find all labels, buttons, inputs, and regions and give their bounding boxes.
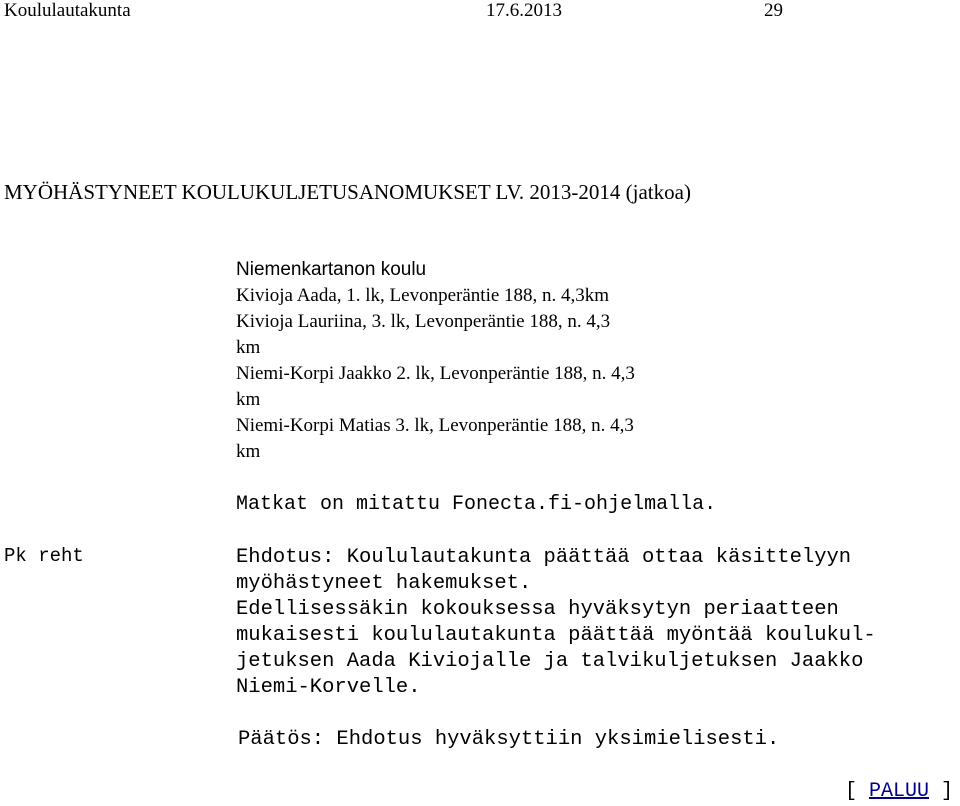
proposal-line: Ehdotus: Koululautakunta päättää ottaa käsittelyyn	[236, 546, 852, 569]
presenter-label: Pk reht	[4, 545, 84, 567]
school-name: Niemenkartanon koulu	[236, 259, 427, 280]
bracket-open: [	[845, 780, 870, 803]
document-title: MYÖHÄSTYNEET KOULUKULJETUSANOMUKSET LV. 2013-2014 (jatkoa)	[4, 180, 691, 204]
student-line: km	[236, 441, 261, 462]
student-line: Kivioja Lauriina, 3. lk, Levonperäntie 188, n. 4,3	[236, 311, 611, 332]
student-line: Niemi-Korpi Jaakko 2. lk, Levonperäntie 188, n. 4,3	[236, 363, 635, 384]
header-page-number: 29	[764, 0, 783, 21]
measurement-note: Matkat on mitattu Fonecta.fi-ohjelmalla.	[236, 493, 717, 516]
header-committee: Koululautakunta	[4, 0, 131, 21]
proposal-line: myöhästyneet hakemukset.	[236, 572, 532, 595]
proposal-line: Niemi-Korvelle.	[236, 676, 421, 699]
student-line: km	[236, 389, 261, 410]
back-navigation	[845, 779, 953, 805]
decision-text: Päätös: Ehdotus hyväksyttiin yksimielisesti.	[238, 728, 780, 751]
header-date: 17.6.2013	[486, 0, 562, 21]
proposal-line: Edellisessäkin kokouksessa hyväksytyn periaatteen	[236, 598, 839, 621]
back-link[interactable]: PALUU	[869, 780, 930, 803]
proposal-text	[236, 545, 876, 701]
proposal-line: mukaisesti koululautakunta päättää myöntää koulukul-	[236, 624, 876, 647]
student-line: Kivioja Aada, 1. lk, Levonperäntie 188, n. 4,3km	[236, 285, 610, 306]
bracket-close: ]	[929, 780, 954, 803]
student-line: km	[236, 337, 261, 358]
proposal-line: jetuksen Aada Kiviojalle ja talvikuljetuksen Jaakko	[236, 650, 864, 673]
student-line: Niemi-Korpi Matias 3. lk, Levonperäntie 188, n. 4,3	[236, 415, 634, 436]
school-section	[236, 257, 635, 465]
